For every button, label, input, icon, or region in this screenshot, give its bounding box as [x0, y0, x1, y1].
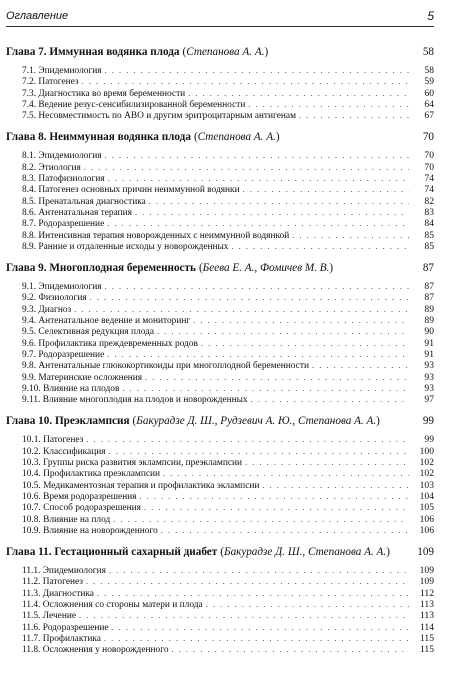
entry-title: 7.1. Эпидемиология — [22, 66, 102, 76]
entry-title: 8.8. Интенсивная терапия новорожденных с неиммунной водянкой — [22, 230, 290, 241]
toc-entry[interactable] — [6, 588, 434, 599]
dot-leader — [163, 468, 409, 479]
toc-entry[interactable] — [6, 633, 434, 644]
toc-entry[interactable] — [6, 196, 434, 207]
entry-page-number: 114 — [419, 621, 434, 633]
entry-title: 9.1. Эпидемиология — [22, 282, 102, 293]
entry-page-number: 104 — [419, 490, 434, 502]
toc-entry[interactable] — [6, 491, 434, 502]
entry-title: 9.4. Антенатальное ведение и мониторинг — [22, 316, 191, 327]
toc-entry[interactable] — [6, 184, 434, 195]
chapter-authors: ( Степанова А. А. ) — [194, 131, 280, 144]
entry-page-number: 87 — [424, 292, 434, 304]
entry-page-number: 109 — [419, 576, 434, 588]
dot-leader — [299, 110, 409, 121]
dot-leader — [248, 99, 409, 110]
chapter-title: Глава 9. Многоплодная беременность — [6, 262, 196, 275]
entry-title: 9.3. Диагноз — [22, 304, 72, 315]
entry-title: 9.8. Антенатальные глюкокортикоиды при многоплодной беременности — [22, 361, 310, 372]
toc-chapter — [6, 546, 434, 655]
chapter-heading[interactable] — [6, 262, 434, 276]
dot-leader — [193, 315, 409, 326]
entry-page-number: 115 — [419, 644, 434, 656]
dot-leader — [262, 480, 409, 491]
chapter-heading[interactable] — [6, 131, 434, 145]
toc-entry[interactable] — [6, 434, 434, 445]
entry-title: 8.9. Ранние и отдаленные исходы у новорожденных — [22, 241, 229, 252]
chapter-heading[interactable] — [6, 415, 434, 429]
entry-page-number: 89 — [424, 315, 434, 327]
dot-leader — [188, 88, 409, 99]
entry-title: 8.2. Этиология — [22, 162, 81, 173]
dot-leader — [122, 383, 409, 394]
toc-entry[interactable] — [6, 514, 434, 525]
toc-entry[interactable] — [6, 599, 434, 610]
dot-leader — [172, 644, 409, 655]
toc-entry[interactable] — [6, 480, 434, 491]
toc-entry[interactable] — [6, 230, 434, 241]
entry-page-number: 102 — [419, 468, 434, 480]
dot-leader — [113, 514, 409, 525]
entry-title: 10.8. Влияние на плод — [22, 514, 111, 525]
dot-leader — [201, 338, 409, 349]
toc-entry[interactable] — [6, 446, 434, 457]
toc-entry[interactable] — [6, 338, 434, 349]
entry-title: 7.4. Ведение резус-сенсибилизированной беременности — [22, 99, 246, 110]
entry-title: 7.5. Несовместимость по АВО и другим эритроцитарным антигенам — [22, 111, 297, 122]
entry-page-number: 82 — [424, 195, 434, 207]
dot-leader — [135, 207, 409, 218]
entry-title: 11.1. Эпидемиология — [22, 566, 106, 577]
entry-title: 10.6. Время родоразрешения — [22, 491, 137, 502]
chapter-page-number: 70 — [422, 131, 434, 144]
toc-entry[interactable] — [6, 468, 434, 479]
dot-leader — [86, 434, 409, 445]
table-of-contents — [6, 46, 434, 665]
entry-title: 10.4. Профилактика преэклампсии — [22, 469, 161, 480]
toc-entry[interactable] — [6, 207, 434, 218]
entry-page-number: 74 — [424, 184, 434, 196]
toc-entry[interactable] — [6, 576, 434, 587]
entry-title: 8.3. Патофизиология — [22, 174, 105, 185]
entry-page-number: 60 — [424, 87, 434, 99]
entry-title: 9.10. Влияние на плодов — [22, 383, 120, 394]
toc-entry[interactable] — [6, 644, 434, 655]
toc-entry[interactable] — [6, 360, 434, 371]
toc-entry[interactable] — [6, 326, 434, 337]
dot-leader — [312, 360, 409, 371]
toc-chapter — [6, 415, 434, 536]
chapter-title: Глава 10. Преэклампсия — [6, 415, 130, 428]
running-header — [6, 8, 434, 27]
entry-title: 8.5. Пренатальная диагностика — [22, 196, 146, 207]
entry-title: 9.7. Родоразрешение — [22, 349, 105, 360]
dot-leader — [90, 292, 409, 303]
entry-page-number: 67 — [424, 110, 434, 122]
dot-leader — [206, 599, 409, 610]
dot-leader — [108, 173, 409, 184]
toc-chapter — [6, 131, 434, 252]
toc-entry[interactable] — [6, 622, 434, 633]
toc-entry[interactable] — [6, 304, 434, 315]
entry-page-number: 113 — [419, 598, 434, 610]
toc-entry[interactable] — [6, 610, 434, 621]
dot-leader — [112, 622, 409, 633]
entry-title: 8.7. Родоразрешение — [22, 219, 105, 230]
entry-title: 8.6. Антенатальная терапия — [22, 207, 132, 218]
chapter-title: Глава 8. Неиммунная водянка плода — [6, 131, 191, 144]
dot-leader — [243, 184, 409, 195]
entry-title: 9.5. Селективная редукция плода — [22, 327, 155, 338]
entry-title: 11.5. Лечение — [22, 611, 77, 622]
dot-leader — [86, 576, 409, 587]
entry-page-number: 70 — [424, 150, 434, 162]
entry-page-number: 103 — [419, 479, 434, 491]
dot-leader — [107, 349, 409, 360]
toc-entry[interactable] — [6, 394, 434, 405]
dot-leader — [245, 457, 409, 468]
dot-leader — [82, 76, 409, 87]
entry-page-number: 109 — [419, 565, 434, 577]
chapter-title: Глава 11. Гестационный сахарный диабет — [6, 546, 218, 559]
toc-entry[interactable] — [6, 349, 434, 360]
entry-title: 7.3. Диагностика во время беременности — [22, 88, 186, 99]
dot-leader — [109, 446, 409, 457]
entry-title: 10.2. Классификация — [22, 446, 106, 457]
toc-entry[interactable] — [6, 150, 434, 161]
entry-title: 10.1. Патогенез — [22, 435, 84, 446]
entry-title: 9.6. Профилактика преждевременных родов — [22, 338, 198, 349]
toc-entry[interactable] — [6, 292, 434, 303]
entry-page-number: 91 — [424, 337, 434, 349]
entry-title: 10.9. Влияние на новорожденного — [22, 525, 158, 536]
entry-title: 11.4. Осложнения со стороны матери и плода — [22, 599, 203, 610]
dot-leader — [107, 218, 409, 229]
dot-leader — [232, 241, 410, 252]
entry-title: 11.3. Диагностика — [22, 588, 94, 599]
entry-page-number: 64 — [424, 98, 434, 110]
entry-page-number: 59 — [424, 76, 434, 88]
entry-page-number: 93 — [424, 371, 434, 383]
dot-leader — [149, 196, 409, 207]
entry-title: 9.2. Физиология — [22, 293, 87, 304]
dot-leader — [105, 65, 409, 76]
toc-entry[interactable] — [6, 241, 434, 252]
toc-chapter — [6, 46, 434, 121]
toc-entry[interactable] — [6, 315, 434, 326]
dot-leader — [97, 588, 409, 599]
entry-page-number: 74 — [424, 173, 434, 185]
toc-entry[interactable] — [6, 565, 434, 576]
entry-title: 8.4. Патогенез основных причин неиммунной водянки — [22, 185, 240, 196]
entry-title: 8.1. Эпидемиология — [22, 151, 102, 162]
entry-page-number: 100 — [419, 445, 434, 457]
page-number: 5 — [427, 9, 434, 23]
entry-title: 10.3. Группы риска развития эклампсии, преэклампсии — [22, 458, 243, 469]
chapter-page-number: 99 — [422, 415, 434, 428]
header-title: Оглавление — [6, 10, 69, 22]
dot-leader — [84, 162, 409, 173]
dot-leader — [145, 372, 409, 383]
entry-page-number: 84 — [424, 218, 434, 230]
toc-entry[interactable] — [6, 110, 434, 121]
dot-leader — [251, 394, 409, 405]
entry-page-number: 70 — [424, 161, 434, 173]
toc-entry[interactable] — [6, 65, 434, 76]
toc-entry[interactable] — [6, 525, 434, 536]
entry-page-number: 93 — [424, 382, 434, 394]
entry-page-number: 115 — [419, 632, 434, 644]
toc-entry[interactable] — [6, 99, 434, 110]
dot-leader — [292, 230, 409, 241]
entry-page-number: 99 — [424, 434, 434, 446]
chapter-heading[interactable] — [6, 546, 434, 560]
toc-entry[interactable] — [6, 281, 434, 292]
entry-page-number: 113 — [419, 610, 434, 622]
toc-entry[interactable] — [6, 372, 434, 383]
dot-leader — [161, 525, 409, 536]
entry-title: 11.6. Родоразрешение — [22, 622, 109, 633]
toc-entry[interactable] — [6, 162, 434, 173]
entry-title: 11.8. Осложнения у новорожденного — [22, 645, 169, 656]
toc-entry[interactable] — [6, 76, 434, 87]
entry-page-number: 85 — [424, 229, 434, 241]
dot-leader — [74, 304, 409, 315]
entry-title: 9.9. Материнские осложнения — [22, 372, 143, 383]
chapter-authors: ( Беева Е. А., Фомичев М. В. ) — [199, 262, 333, 275]
entry-title: 7.2. Патогенез — [22, 77, 79, 88]
toc-entry[interactable] — [6, 173, 434, 184]
toc-entry[interactable] — [6, 383, 434, 394]
entry-title: 11.2. Патогенез — [22, 577, 83, 588]
dot-leader — [109, 565, 409, 576]
chapter-page-number: 87 — [422, 262, 434, 275]
entry-page-number: 112 — [419, 587, 434, 599]
entry-page-number: 106 — [419, 524, 434, 536]
dot-leader — [104, 633, 409, 644]
chapter-page-number: 109 — [417, 546, 434, 559]
entry-page-number: 91 — [424, 348, 434, 360]
chapter-title: Глава 7. Иммунная водянка плода — [6, 46, 180, 58]
toc-entry[interactable] — [6, 502, 434, 513]
chapter-authors: ( Бакурадзе Д. Ш., Рудзевич А. Ю., Степанова А. А. ) — [133, 415, 380, 428]
entry-title: 10.7. Способ родоразрешения — [22, 503, 141, 514]
dot-leader — [79, 610, 409, 621]
dot-leader — [157, 326, 409, 337]
dot-leader — [105, 150, 409, 161]
chapter-authors: ( Степанова А. А. ) — [183, 46, 269, 59]
toc-entry[interactable] — [6, 218, 434, 229]
entry-title: 9.11. Влияние многоплодия на плодов и новорожденных — [22, 395, 248, 406]
entry-page-number: 87 — [424, 281, 434, 293]
entry-page-number: 102 — [419, 457, 434, 469]
entry-page-number: 58 — [424, 65, 434, 76]
dot-leader — [139, 491, 409, 502]
toc-entry[interactable] — [6, 88, 434, 99]
entry-page-number: 85 — [424, 240, 434, 252]
entry-page-number: 106 — [419, 513, 434, 525]
chapter-heading[interactable] — [6, 46, 434, 60]
chapter-page-number: 58 — [422, 46, 434, 58]
entry-page-number: 93 — [424, 360, 434, 372]
toc-chapter — [6, 262, 434, 405]
dot-leader — [105, 281, 409, 292]
entry-page-number: 97 — [424, 394, 434, 406]
entry-page-number: 89 — [424, 303, 434, 315]
toc-entry[interactable] — [6, 457, 434, 468]
entry-page-number: 90 — [424, 326, 434, 338]
dot-leader — [144, 502, 409, 513]
entry-title: 11.7. Профилактика — [22, 633, 101, 644]
chapter-authors: ( Бакурадзе Д. Ш., Степанова А. А. ) — [220, 546, 390, 559]
entry-page-number: 83 — [424, 206, 434, 218]
entry-page-number: 105 — [419, 502, 434, 514]
entry-title: 10.5. Медикаментозная терапия и профилактика эклампсии — [22, 480, 260, 491]
